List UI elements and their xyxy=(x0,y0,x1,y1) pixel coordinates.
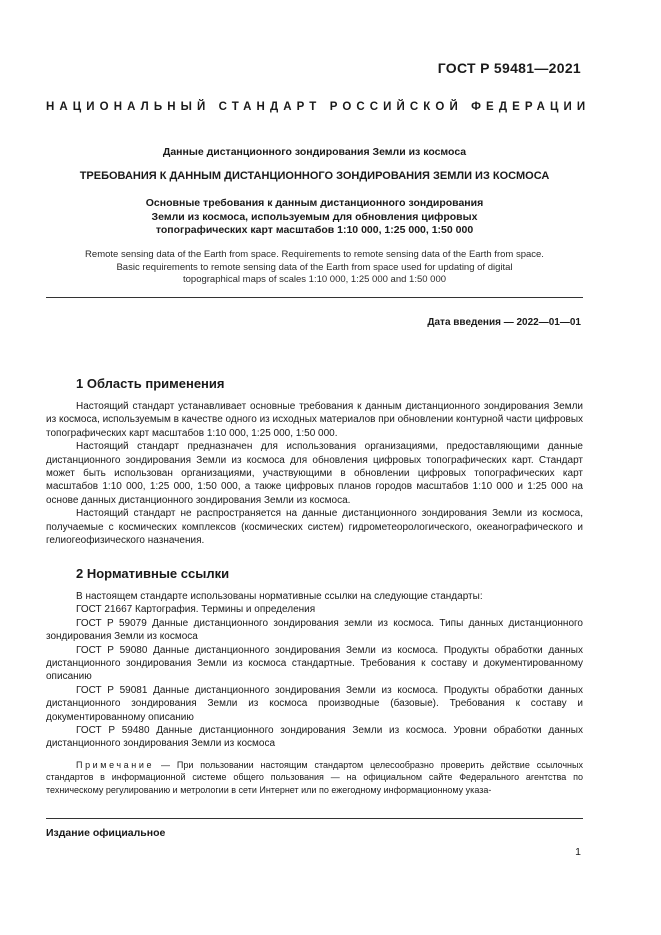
divider xyxy=(46,297,583,298)
document-id: ГОСТ Р 59481—2021 xyxy=(437,60,581,76)
english-title-line: Remote sensing data of the Earth from space. Requirements to remote sensing data of the Earth from space. xyxy=(85,249,544,260)
introduction-date: Дата введения — 2022—01—01 xyxy=(427,317,581,328)
paragraph: Настоящий стандарт предназначен для использования организациями, предоставляющими данные дистанционного зондирования Земли из космоса для обновления цифровых топографических карт. Стандарт может быть использован организациями, участвующими в обновлении цифровых топографических карт масштабов 1:10 000, 1:25 000, 1:50 000, а также цифровых планов городов масштабов 1:10 000 и 1:25 000 на основе данных дистанционного зондирования Земли из космоса. xyxy=(46,441,583,506)
reference-item: ГОСТ Р 59079 Данные дистанционного зондирования земли из космоса. Типы данных дистанционного зондирования Земли из космоса xyxy=(46,617,583,643)
national-standard-heading: НАЦИОНАЛЬНЫЙ СТАНДАРТ РОССИЙСКОЙ ФЕДЕРАЦИИ xyxy=(46,101,591,113)
section-heading: 1 Область применения xyxy=(76,376,225,391)
main-title: ТРЕБОВАНИЯ К ДАННЫМ ДИСТАНЦИОННОГО ЗОНДИРОВАНИЯ ЗЕМЛИ ИЗ КОСМОСА xyxy=(79,170,550,182)
english-title-line: topographical maps of scales 1:10 000, 1:25 000 and 1:50 000 xyxy=(182,274,447,285)
reference-item: ГОСТ Р 59080 Данные дистанционного зондирования Земли из космоса. Продукты обработки данных дистанционного зондирования Земли из космоса стандартные. Требования к составу и документированному описанию xyxy=(46,644,583,683)
note-text: — При пользовании настоящим стандартом целесообразно проверить действие ссылочных стандартов в информационной системе общего пользования — на официальном сайте Федерального агентства по техническому регулированию и метрологии в сети Интернет или по ежегодному информационному указа- xyxy=(46,759,583,795)
category-title: Данные дистанционного зондирования Земли из космоса xyxy=(162,146,467,158)
english-title-line: Basic requirements to remote sensing data of the Earth from space used for updating of digital xyxy=(116,261,513,273)
subtitle-line: топографических карт масштабов 1:10 000, 1:25 000, 1:50 000 xyxy=(155,224,474,236)
page-number: 1 xyxy=(575,846,581,858)
paragraph: Настоящий стандарт устанавливает основные требования к данным дистанционного зондирования Земли из космоса, используемым в качестве одного из исходных материалов при обновлении контурной части цифровых топографических карт масштабов 1:10 000, 1:25 000, 1:50 000. xyxy=(46,401,583,439)
paragraph: В настоящем стандарте использованы нормативные ссылки на следующие стандарты: xyxy=(76,591,483,602)
section-heading: 2 Нормативные ссылки xyxy=(76,566,230,581)
reference-item: ГОСТ 21667 Картография. Термины и определения xyxy=(76,604,316,616)
subtitle xyxy=(46,197,583,238)
paragraph: Настоящий стандарт не распространяется на данные дистанционного зондирования Земли из космоса, получаемые с космических комплексов (космических систем) гидрометеорологического, океанографического и гелиогеофизического назначения. xyxy=(46,508,583,547)
section-scope xyxy=(46,376,583,547)
note-label: Примечание xyxy=(76,759,155,770)
subtitle-line: Земли из космоса, используемым для обновления цифровых xyxy=(151,210,478,223)
reference-item: ГОСТ Р 59081 Данные дистанционного зондирования Земли из космоса. Продукты обработки данных дистанционного зондирования Земли из космоса производные (базовые). Требования к составу и документированному описанию xyxy=(46,684,583,723)
section-normative-references xyxy=(46,566,583,796)
note xyxy=(46,759,583,796)
footer-divider xyxy=(46,818,583,819)
official-edition-label: Издание официальное xyxy=(46,827,166,839)
reference-item: ГОСТ Р 59480 Данные дистанционного зондирования Земли из космоса. Уровни обработки данных дистанционного зондирования Земли из космоса xyxy=(46,725,583,750)
subtitle-line: Основные требования к данным дистанционного зондирования xyxy=(145,197,484,209)
english-title xyxy=(46,249,583,287)
